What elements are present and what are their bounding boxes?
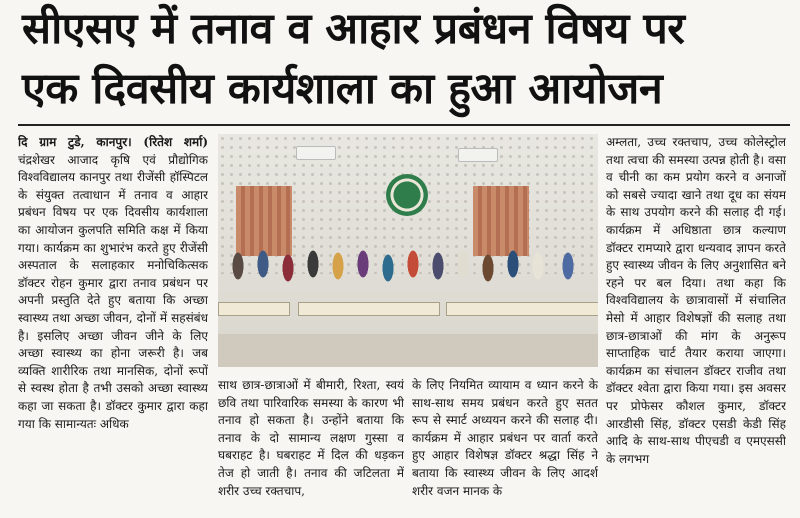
conference-table-left [218,302,290,316]
column-1-text: चंद्रशेखर आजाद कृषि एवं प्रौद्योगिक विश्वविद्यालय कानपुर तथा रीजेंसी हॉस्पिटल के संयुक्त तत्वाधान में तनाव व आहार प्रबंधन विषय पर एक दिवसीय कार्यशाला का आयोजन कुलपति समिति कक्ष में किया गया। कार्यक्रम का शुभारंभ करते हुए रीजेंसी अस्पताल के सलाहकार मनोचिकित्सक डॉक्टर रोहन कुमार द्वारा तनाव प्रबंधन पर अपनी प्रस्तुति देते हुए बताया कि अच्छा स्वास्थ्य तथा अच्छा जीवन, दोनों में सहसंबंध है। इसलिए अच्छा जीवन जीने के लिए अच्छा स्वास्थ्य का होना जरूरी है। जब व्यक्ति शारीरिक तथा मानसिक, दोनों रूपों से स्वस्थ होता है तभी उसको अच्छा स्वास्थ्य कहा जा सकता है। डॉक्टर कुमार द्वारा कहा गया कि सामान्यतः अधिक [18,152,208,431]
air-conditioner-right [458,148,498,162]
workshop-group-photo [218,134,598,367]
article-column-1 [18,134,208,514]
university-emblem-icon [386,174,428,216]
byline: दि ग्राम टुडे, कानपुर। (रितेश शर्मा) [18,135,208,149]
headline-line-1: सीएसए में तनाव व आहार प्रबंधन विषय पर [22,4,685,54]
attendees-group [218,226,598,306]
floor [218,334,598,367]
conference-table-center [298,302,440,316]
article-column-4: अम्लता, उच्च रक्तचाप, उच्च कोलेस्ट्रोल तथा त्वचा की समस्या उत्पन्न होती है। वसा व चीनी का कम प्रयोग करने व अनाजों को सबसे ज्यादा खाने तथा दूध का संयम के साथ उपयोग करने की सलाह दी गई। कार्यक्रम में अधिष्ठाता छात्र कल्याण डॉक्टर रामप्यारे द्वारा धन्यवाद ज्ञापन करते हुए स्वास्थ्य जीवन के लिए अनुशासित बने रहने पर बल दिया। तथा कहा कि विश्वविद्यालय के छात्रावासों में संचालित मेसो में आहार विशेषज्ञों की सलाह तथा छात्र-छात्राओं की मांग के अनुरूप साप्ताहिक चार्ट तैयार कराया जाएगा। कार्यक्रम का संचालन डॉक्टर राजीव तथा डॉक्टर श्वेता द्वारा किया गया। इस अवसर पर प्रोफेसर कौशल कुमार, डॉक्टर आरडीसी सिंह, डॉक्टर एसडी केडी सिंह आदि के साथ-साथ पीएचडी व एमएससी के लगभग [606,135,786,466]
air-conditioner-left [296,146,336,160]
article-column-2: साथ छात्र-छात्राओं में बीमारी, रिश्ता, स्वयं छवि तथा पारिवारिक समस्या के कारण भी तनाव हो सकता है। उन्होंने बताया कि तनाव के दो सामान्य लक्षण गुस्सा व घबराहट है। घबराहट में दिल की धड़कन तेज हो जाती है। तनाव की जटिलता में शरीर उच्च रक्तचाप, [218,378,404,498]
conference-table-right [446,302,598,316]
headline-line-2: एक दिवसीय कार्यशाला का हुआ आयोजन [22,64,663,114]
article-column-3: के लिए नियमित व्यायाम व ध्यान करने के साथ-साथ समय प्रबंधन करते हुए सतत रूप से स्मार्ट अध्ययन करने की सलाह दी। कार्यक्रम में आहार प्रबंधन पर वार्ता करते हुए आहार विशेषज्ञ डॉक्टर श्रद्धा सिंह ने बताया कि स्वास्थ्य जीवन के लिए आदर्श शरीर वजन मानक के [412,378,598,498]
headline-rule [18,124,790,126]
